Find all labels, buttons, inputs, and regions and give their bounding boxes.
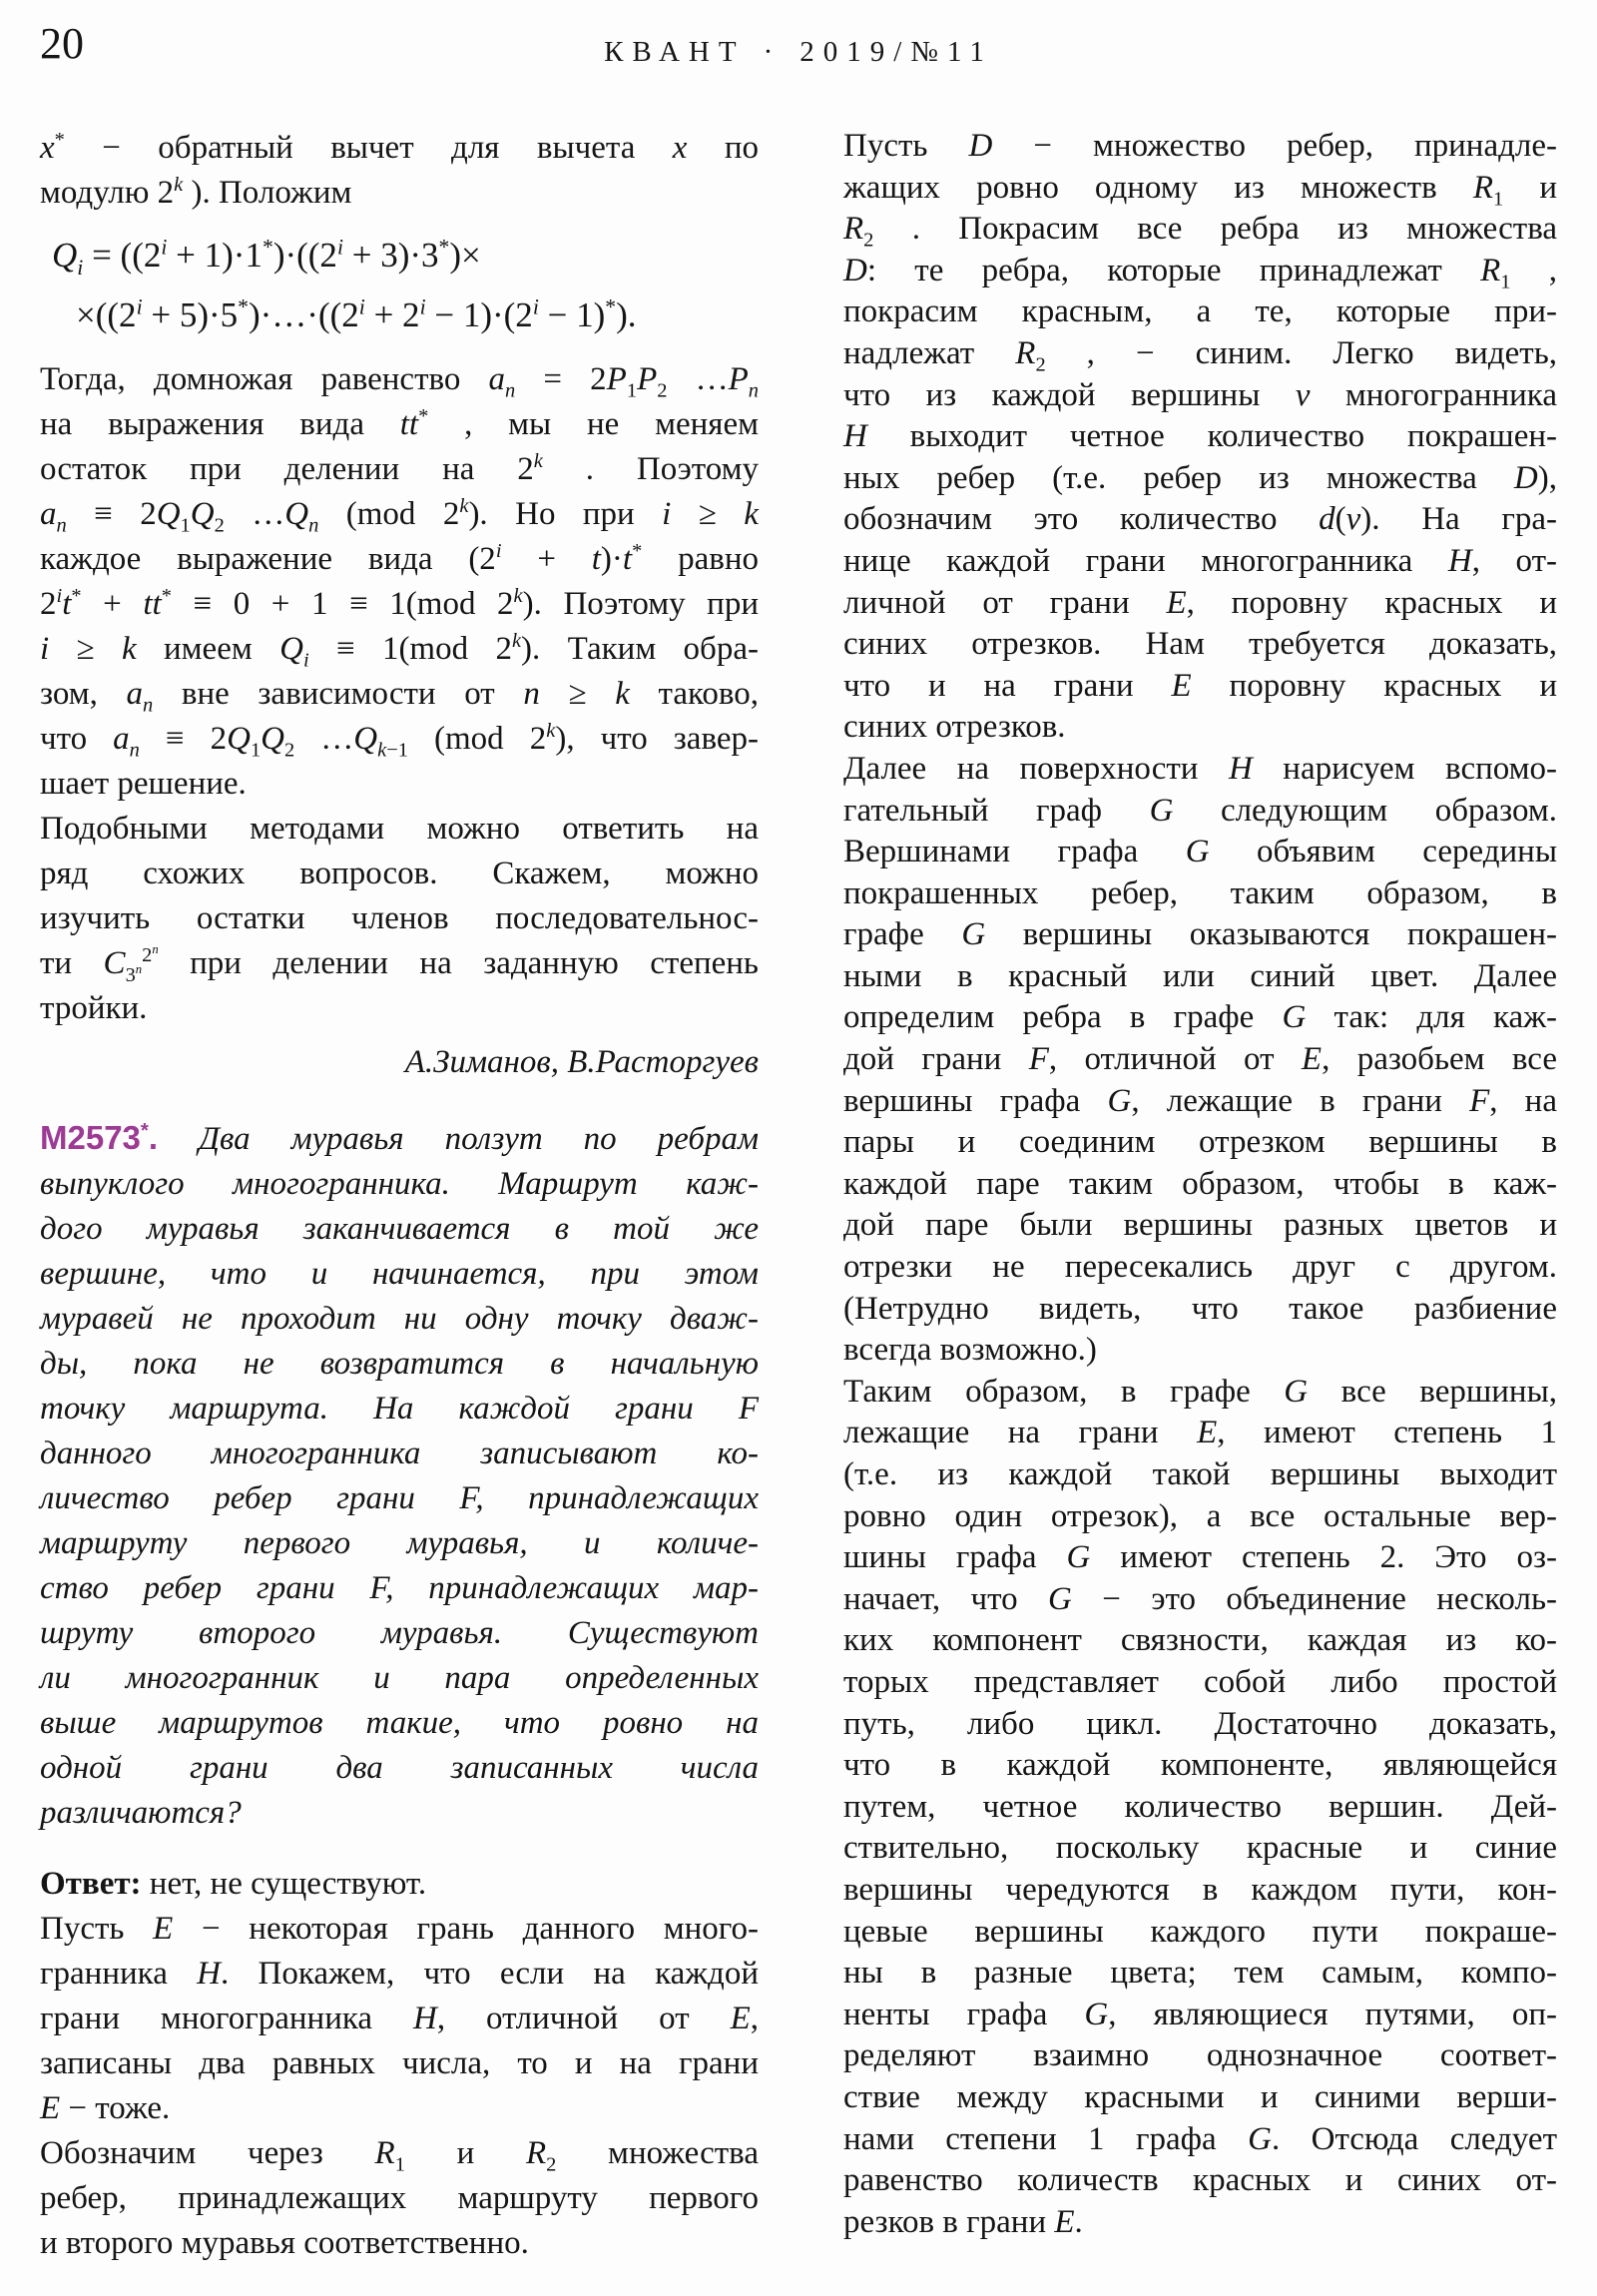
text-line: жащих ровно одному из множеств $R_1$ и [843, 169, 1557, 211]
text-line: $R_2$ . Покрасим все ребра из множества [843, 211, 1557, 252]
answer-paragraph [40, 1862, 759, 1907]
text-line: ствительно, поскольку красные и синие [843, 1830, 1557, 1867]
page-header [40, 0, 1557, 96]
text-line: точку маршрута. На каждой грани F [40, 1391, 759, 1427]
text-line: изучить остатки членов последовательнос- [40, 900, 759, 936]
text-line: Подобными методами можно ответить на [40, 811, 759, 847]
text-line: данного многогранника записывают ко- [40, 1435, 759, 1471]
text-line: Пусть D − множество ребер, принадле- [843, 128, 1558, 164]
text-line: что $a_n \equiv 2Q_1Q_2$ $\dots Q_{k-1}$ (mod 2$^k$), что завер- [40, 720, 759, 762]
text-line: i ≥ k имеем $Q_i \equiv 1(mod$ 2$^k$). Таким обра- [40, 630, 759, 672]
text-line: (т.е. из каждой такой вершины выходит [843, 1456, 1557, 1492]
text-line: Далее на поверхности H нарисуем вспомо- [843, 750, 1558, 787]
paragraph [40, 126, 759, 216]
text-line: грани многогранника H, отличной от E, [40, 2001, 759, 2036]
text-line: E − тоже. [40, 2090, 171, 2126]
text-line: ли многогранник и пара определенных [40, 1660, 759, 1696]
text-line: пары и соединим отрезком вершины в [843, 1124, 1557, 1161]
text-line: что из каждой вершины v многогранника [843, 376, 1557, 413]
text-line: Таким образом, в графе G все вершины, [843, 1373, 1557, 1410]
text-line: дого муравья заканчивается в той же [40, 1211, 759, 1247]
text-line: каждое выражение вида $(2^i + t)\cdot t^*$ равно [40, 540, 759, 577]
text-line: выпуклого многогранника. Маршрут каж- [40, 1166, 759, 1202]
text-line: ство ребер грани F, принадлежащих мар- [40, 1570, 759, 1606]
text-line: что и на грани E поровну красных и [843, 667, 1557, 704]
text-line: ределяют взаимно однозначное соответ- [843, 2037, 1557, 2074]
page-number: 20 [40, 19, 84, 68]
journal-masthead [40, 0, 1557, 69]
text-line: каждой паре таким образом, чтобы в каж- [843, 1165, 1557, 1202]
text-line: М2573*. Два муравья ползут по ребрам [40, 1119, 760, 1157]
text-line: равенство количеств красных и синих от- [843, 2162, 1557, 2199]
text-line: $2^it^* + tt^* \equiv 0 + 1 \equiv 1(mod$ 2$^k$). Поэтому при [40, 585, 759, 622]
text-line: личество ребер грани F, принадлежащих [40, 1480, 759, 1516]
text-line: (Нетрудно видеть, что такое разбиение [843, 1290, 1557, 1327]
text-line: маршруту первого муравья, и количе- [40, 1525, 759, 1561]
text-line: ряд схожих вопросов. Скажем, можно [40, 856, 759, 891]
text-line: Обозначим через $R_1$ и $R_2$ множества [40, 2135, 759, 2176]
paragraph [843, 126, 1557, 749]
text-line: ненты графа G, являющиеся путями, оп- [843, 1996, 1557, 2032]
text-line: нами степени 1 графа G. Отсюда следует [843, 2120, 1557, 2157]
text-line: различаются? [40, 1795, 242, 1831]
text-line: отрезки не пересекались друг с другом. [843, 1249, 1557, 1286]
text-line: Пусть E − некоторая грань данного много- [40, 1911, 759, 1947]
text-line: и второго муравья соответственно. [40, 2225, 529, 2261]
text-line: D: те ребра, которые принадлежат $R_1$ , [843, 252, 1557, 293]
text-line: ных ребер (т.е. ребер из множества D), [843, 459, 1557, 496]
text-line: цевые вершины каждого пути покраше- [843, 1913, 1557, 1950]
text-line: что в каждой компоненте, являющейся [843, 1747, 1557, 1784]
text-line: ными в красный или синий цвет. Далее [843, 957, 1557, 994]
text-line: вершины чередуются в каждом пути, кон- [843, 1871, 1557, 1908]
text-line: ких компонент связности, каждая из ко- [843, 1622, 1557, 1659]
authors-signature [40, 1037, 759, 1087]
text-line: выше маршрутов такие, что ровно на [40, 1705, 759, 1741]
text-line: всегда возможно.) [843, 1332, 1097, 1369]
text-line: гательный граф G следующим образом. [843, 792, 1557, 829]
problem-statement [40, 1115, 759, 1836]
paragraph [843, 1372, 1557, 2243]
journal-title: КВАНТ [604, 36, 746, 68]
text-line: шруту второго муравья. Существуют [40, 1615, 759, 1651]
left-column [40, 126, 759, 2266]
display-formula [52, 226, 759, 345]
text-line: ребер, принадлежащих маршруту первого [40, 2180, 759, 2216]
text-line: одной грани два записанных числа [40, 1750, 759, 1786]
paragraph [40, 2131, 759, 2266]
text-line: зом, $a_n$ вне зависимости от n ≥ k таково, [40, 676, 759, 717]
text-line: ды, пока не возвратится в начальную [40, 1346, 759, 1382]
text-line: торых представляет собой либо простой [843, 1663, 1557, 1700]
text-line: вершины графа G, лежащие в грани F, на [843, 1082, 1557, 1119]
text-line: ти $C_{3^n}^{2^n}$ при делении на заданную степень [40, 942, 759, 986]
text-line: дой грани F, отличной от E, разобьем все [843, 1041, 1557, 1078]
text-line: записаны два равных числа, то и на грани [40, 2045, 759, 2081]
two-column-text [40, 126, 1557, 2266]
text-line: ны в разные цвета; тем самым, компо- [843, 1955, 1557, 1992]
text-line: ствие между красными и синими верши- [843, 2078, 1557, 2115]
text-line: Ответ: нет, не существуют. [40, 1866, 427, 1902]
text-line: Вершинами графа G объявим середины [843, 834, 1558, 870]
text-line: лежащие на грани E, имеют степень 1 [843, 1415, 1558, 1451]
text-line: $Q_i = ((2^i + 1)\cdot 1^*)\cdot((2^i + 3)\cdot 3^*)\times$ [52, 235, 481, 280]
text-line: синих отрезков. Нам требуется доказать, [843, 626, 1557, 663]
text-line: дой паре были вершины разных цветов и [843, 1207, 1557, 1244]
text-line: определим ребра в графе G так: для каж- [843, 999, 1557, 1036]
text-line: вершине, что и начинается, при этом [40, 1256, 759, 1292]
masthead-separator: · [763, 36, 783, 68]
text-line: А.Зиманов, В.Расторгуев [404, 1044, 759, 1080]
text-line: надлежат $R_2$ , − синим. Легко видеть, [843, 334, 1558, 376]
text-line: остаток при делении на 2$^k$ . Поэтому [40, 450, 760, 487]
text-line: модулю 2$^k$ ). Положим [40, 174, 352, 211]
text-line: на выражения вида tt* , мы не меняем [40, 405, 759, 442]
text-line: тройки. [40, 990, 148, 1026]
text-line: начает, что G − это объединение несколь- [843, 1580, 1558, 1617]
text-line: муравей не проходит ни одну точку дваж- [40, 1301, 759, 1337]
text-line: $\times((2^i$ + $5)\cdot 5^*)\cdot\dots\cdot((2^i + 2^i - 1)\cdot(2^i - 1)^*)$. [76, 294, 637, 334]
text-line: путь, либо цикл. Достаточно доказать, [843, 1705, 1557, 1742]
text-line: личной от грани E, поровну красных и [843, 584, 1557, 621]
text-line: H выходит четное количество покрашен- [843, 418, 1557, 455]
paragraph [40, 807, 759, 1031]
text-line: графе G вершины оказываются покрашен- [843, 916, 1557, 953]
text-line: Тогда, домножая равенство $a_n = 2P_1P_2$ $\dots P_n$ [40, 361, 760, 402]
text-line: $a_n \equiv 2Q_1Q_2$ $\dots Q_n$ (mod 2$^k$). Но при i ≥ k [40, 495, 759, 537]
text-line: x* − обратный вычет для вычета x по [40, 129, 759, 166]
paragraph [40, 357, 759, 807]
text-line: синих отрезков. [843, 709, 1066, 746]
text-line: шины графа G имеют степень 2. Это оз- [843, 1539, 1557, 1576]
text-line: покрасим красным, а те, которые при- [843, 293, 1557, 330]
text-line: покрашенных ребер, таким образом, в [843, 874, 1557, 911]
text-line: резков в грани E. [843, 2203, 1083, 2240]
text-line: обозначим это количество d(v). На гра- [843, 501, 1558, 538]
text-line: ровно один отрезок), а все остальные вер- [843, 1497, 1557, 1534]
text-line: шает решение. [40, 766, 247, 802]
paragraph [40, 1907, 759, 2131]
right-column [843, 126, 1557, 2243]
paragraph [843, 749, 1557, 1372]
journal-issue: 2019/№11 [799, 36, 993, 68]
text-line: нице каждой грани многогранника H, от- [843, 542, 1557, 579]
text-line: гранника H. Покажем, что если на каждой [40, 1956, 759, 1992]
text-line: путем, четное количество вершин. Дей- [843, 1788, 1557, 1825]
